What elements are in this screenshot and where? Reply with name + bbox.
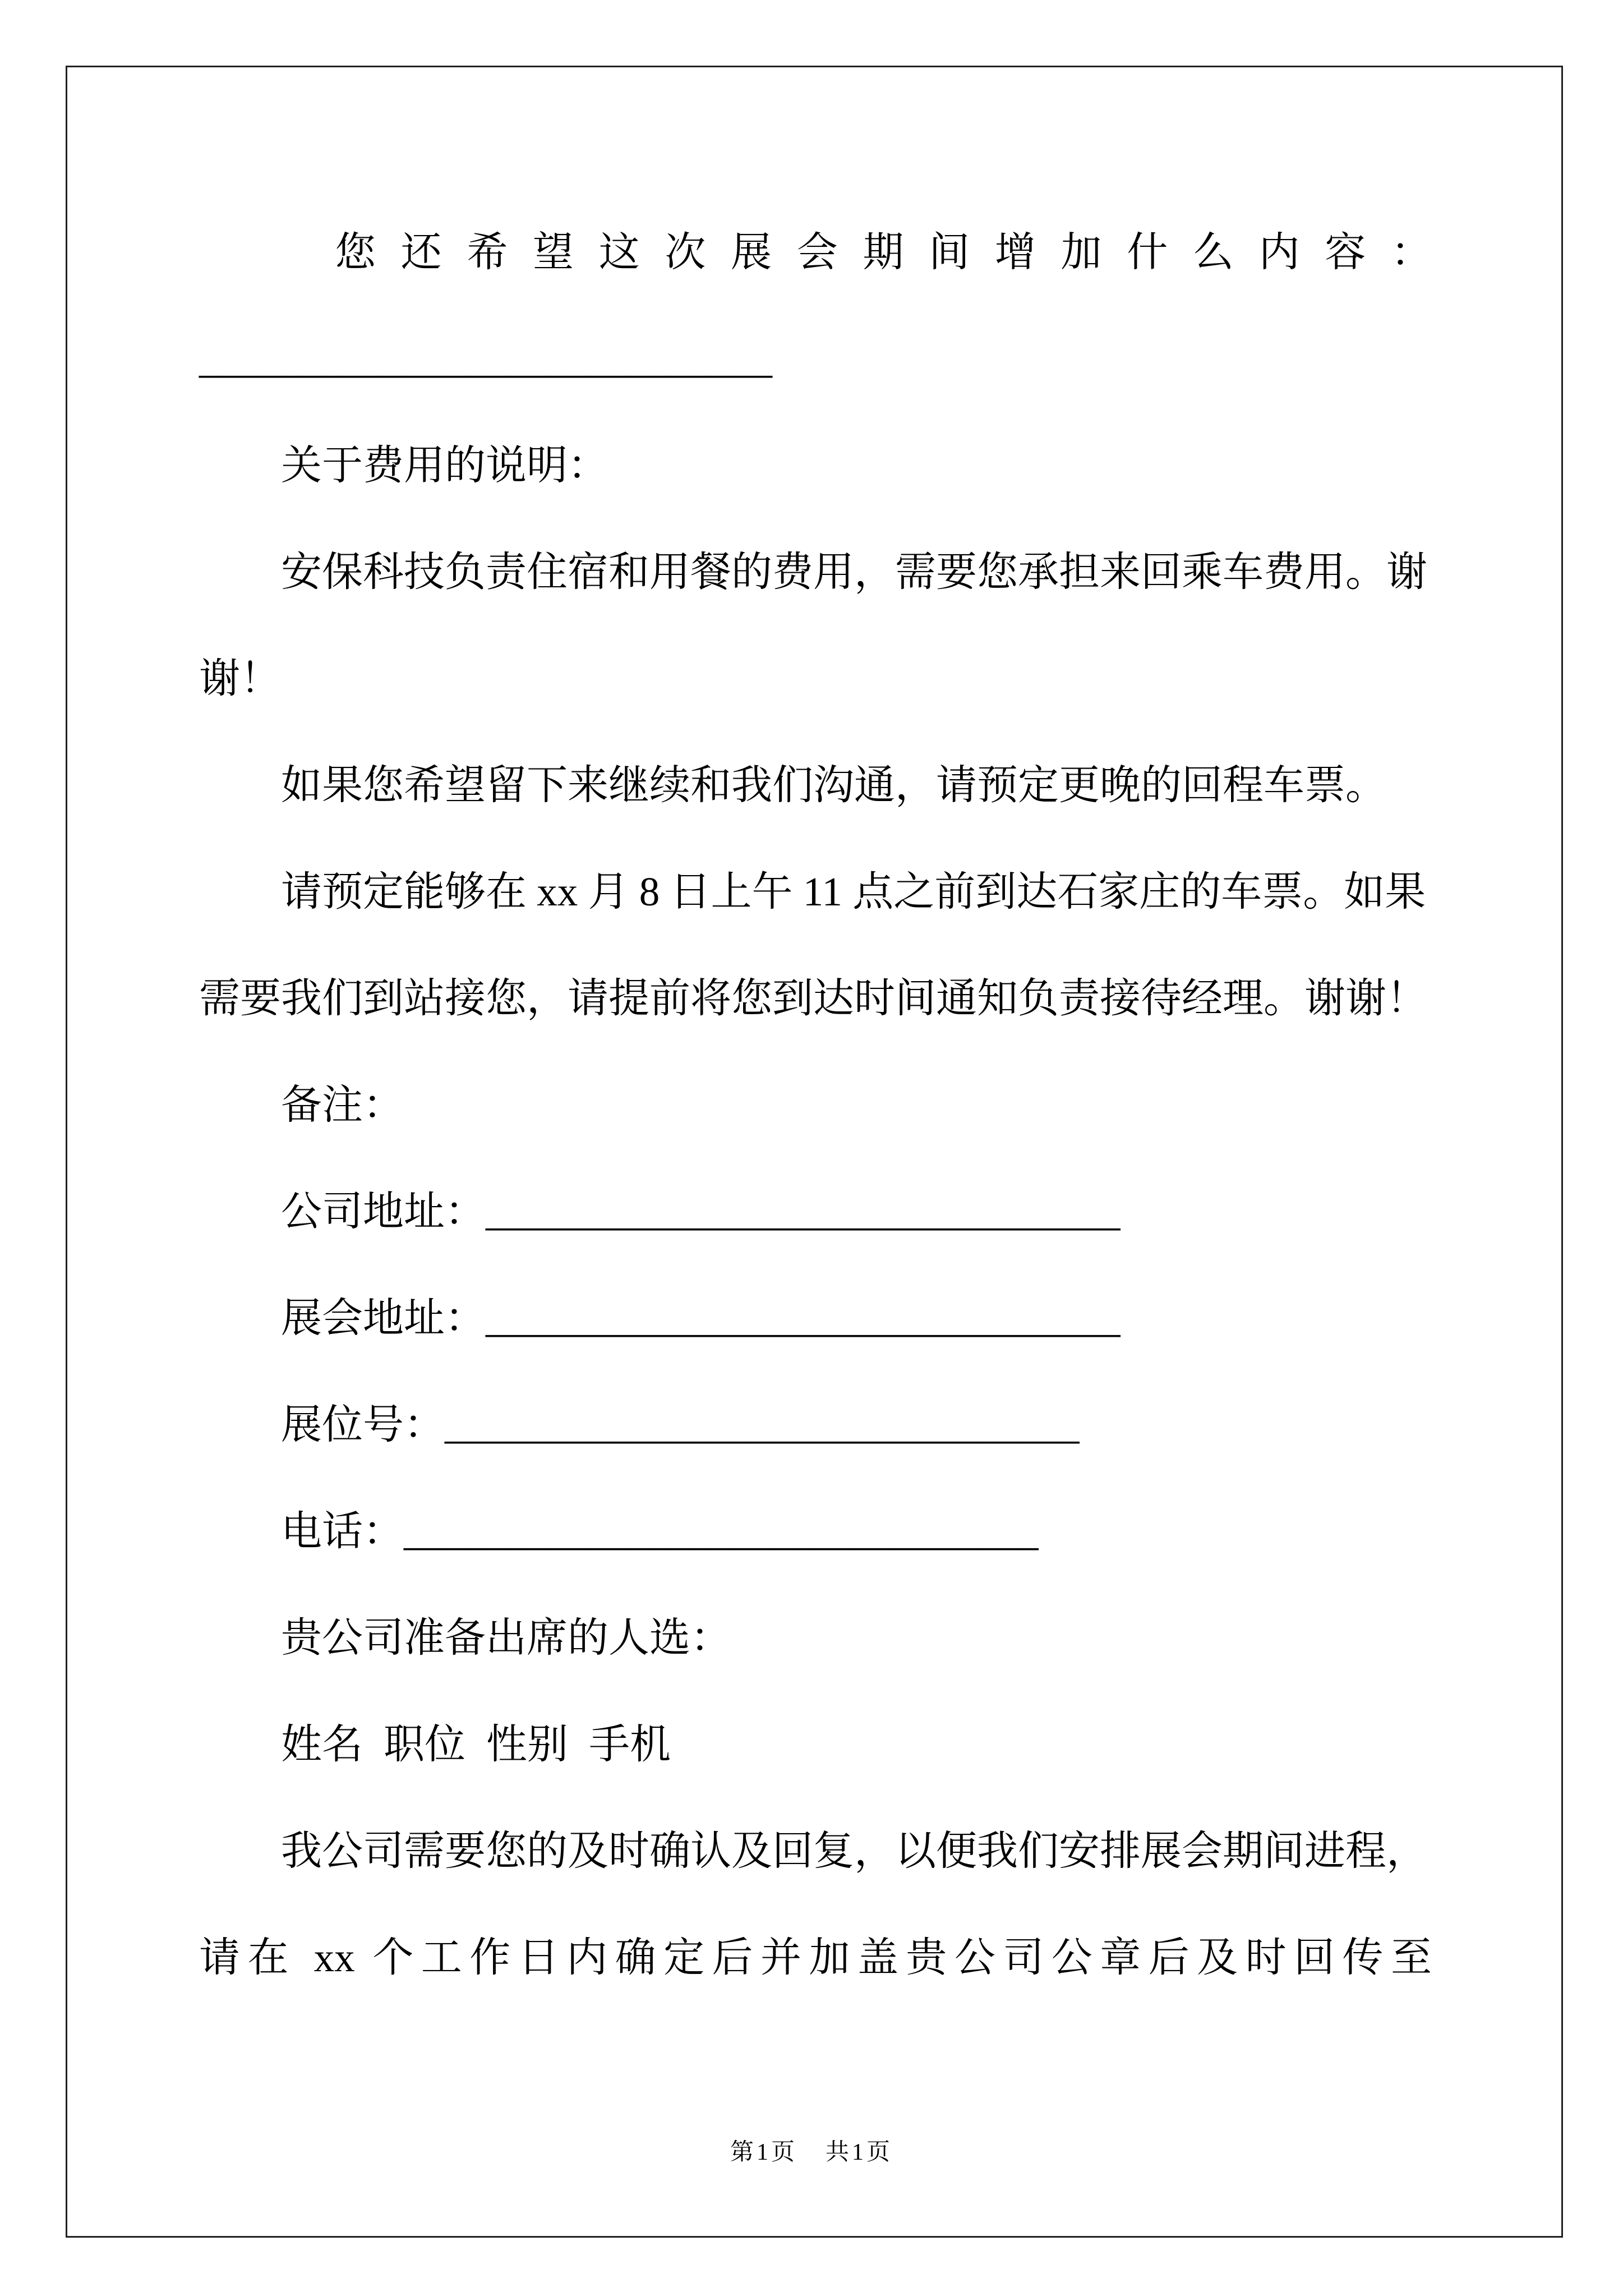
notes-section bbox=[199, 1052, 1432, 1585]
paragraph-line: 如果您希望留下来继续和我们沟通，请预定更晚的回程车票。 bbox=[281, 762, 1386, 808]
notes-heading: 备注： bbox=[281, 1082, 404, 1128]
fees-paragraph-1 bbox=[199, 519, 1432, 732]
paragraph-line: 安保科技负责住宿和用餐的费用，需要您承担来回乘车费用。谢 bbox=[281, 549, 1427, 595]
survey-question: 您还希望这次展会期间增加什么内容： bbox=[335, 229, 1432, 275]
current-page-number: 第1页 bbox=[730, 2139, 797, 2165]
field-blank: _______________________________ bbox=[445, 1402, 1080, 1447]
fees-paragraph-3 bbox=[199, 839, 1432, 1052]
attendee-columns bbox=[199, 1691, 1432, 1798]
field-company-address bbox=[199, 1158, 1432, 1265]
fees-heading: 关于费用的说明： bbox=[281, 443, 608, 488]
paragraph-line: 请预定能够在 xx 月 8 日上午 11 点之前到达石家庄的车票。如果 bbox=[281, 869, 1426, 914]
paragraph-line: 我公司需要您的及时确认及回复，以便我们安排展会期间进程， bbox=[281, 1828, 1427, 1874]
document-body bbox=[199, 199, 1432, 2011]
paragraph-line: 请在 xx 个工作日内确定后并加盖贵公司公章后及时回传至 bbox=[199, 1935, 1432, 1980]
page-footer bbox=[0, 2136, 1623, 2169]
attendees-section bbox=[199, 1585, 1432, 1798]
column-position: 职位 bbox=[384, 1722, 465, 1767]
total-pages: 共1页 bbox=[826, 2139, 893, 2165]
field-blank: _______________________________ bbox=[486, 1189, 1121, 1234]
fees-paragraph-2 bbox=[199, 732, 1432, 839]
paragraph-line: 需要我们到站接您，请提前将您到达时间通知负责接待经理。谢谢！ bbox=[199, 976, 1427, 1021]
field-booth-number bbox=[199, 1372, 1432, 1478]
field-phone bbox=[199, 1478, 1432, 1585]
fees-section bbox=[199, 412, 1432, 1052]
survey-section bbox=[199, 199, 1432, 412]
closing-paragraph bbox=[199, 1798, 1432, 2011]
field-label: 展位号： bbox=[281, 1402, 445, 1447]
paragraph-line: 谢！ bbox=[199, 656, 281, 701]
attendees-heading: 贵公司准备出席的人选： bbox=[281, 1615, 731, 1660]
column-gender: 性别 bbox=[486, 1722, 568, 1767]
field-exhibition-address bbox=[199, 1265, 1432, 1372]
field-label: 展会地址： bbox=[281, 1295, 486, 1341]
column-mobile: 手机 bbox=[589, 1722, 671, 1767]
survey-answer-blank: ____________________________ bbox=[199, 336, 772, 381]
field-blank: _______________________________ bbox=[404, 1508, 1039, 1554]
field-blank: _______________________________ bbox=[486, 1295, 1121, 1341]
field-label: 电话： bbox=[281, 1508, 404, 1554]
field-label: 公司地址： bbox=[281, 1189, 486, 1234]
column-name: 姓名 bbox=[281, 1722, 363, 1767]
